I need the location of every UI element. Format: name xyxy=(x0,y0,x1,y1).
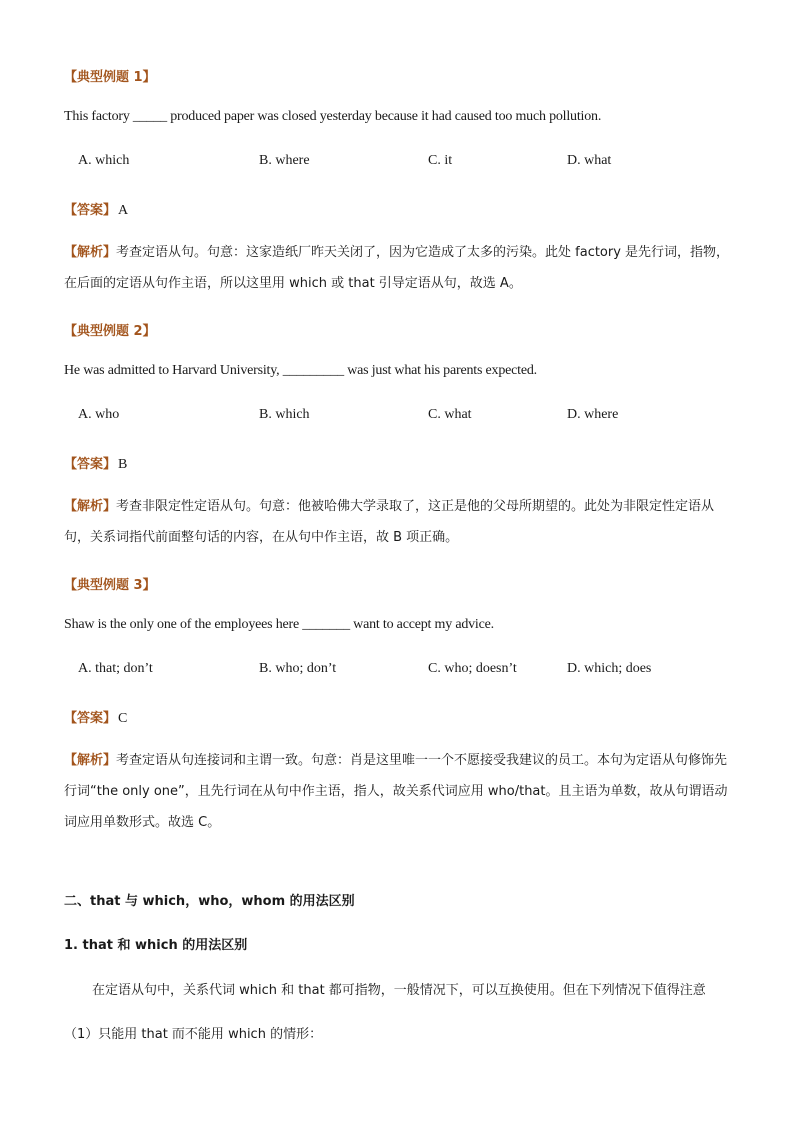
explanation-label: 【解析】 xyxy=(64,753,117,768)
example-2-explanation xyxy=(64,491,732,553)
answer-label: 【答案】 xyxy=(64,457,117,472)
explanation-label: 【解析】 xyxy=(64,245,117,260)
example-2-option-a: A. who xyxy=(78,407,120,422)
answer-label: 【答案】 xyxy=(64,203,117,218)
example-1-label: 【典型例题 1】 xyxy=(64,70,156,85)
example-1-option-b: B. where xyxy=(259,153,310,168)
answer-value: B xyxy=(118,457,128,472)
example-2-option-b: B. which xyxy=(259,407,310,422)
example-2-option-c: C. what xyxy=(428,407,472,422)
example-3-question: Shaw is the only one of the employees here _______ want to accept my advice. xyxy=(64,617,494,632)
example-1-question: This factory _____ produced paper was closed yesterday because it had caused too much pollution. xyxy=(64,109,602,124)
example-1-option-c: C. it xyxy=(428,153,453,168)
section-paragraph: 在定语从句中，关系代词 which 和 that 都可指物，一般情况下，可以互换使用。但在下列情况下值得注意 xyxy=(92,983,706,998)
explanation-text: 考查非限定性定语从句。句意：他被哈佛大学录取了，这正是他的父母所期望的。此处为非限定性定语从句，关系词指代前面整句话的内容，在从句中作主语，故 B 项正确。 xyxy=(64,499,715,545)
example-3-answer xyxy=(64,707,127,727)
section-heading: 二、that 与 which，who，whom 的用法区别 xyxy=(64,894,355,909)
example-3-option-b: B. who; don’t xyxy=(259,661,337,676)
section-subheading: 1. that 和 which 的用法区别 xyxy=(64,938,248,953)
example-1-option-a: A. which xyxy=(78,153,130,168)
example-3-explanation xyxy=(64,745,732,838)
example-1-explanation xyxy=(64,237,732,299)
answer-label: 【答案】 xyxy=(64,711,117,726)
example-1-answer xyxy=(64,199,128,219)
example-2-answer xyxy=(64,453,127,473)
example-3-option-c: C. who; doesn’t xyxy=(428,661,517,676)
example-3-label: 【典型例题 3】 xyxy=(64,578,156,593)
example-1-option-d: D. what xyxy=(567,153,612,168)
section-item-1: （1）只能用 that 而不能用 which 的情形： xyxy=(64,1027,323,1042)
answer-value: C xyxy=(118,711,128,726)
example-2-label: 【典型例题 2】 xyxy=(64,324,156,339)
example-2-option-d: D. where xyxy=(567,407,619,422)
example-2-question: He was admitted to Harvard University, _________ was just what his parents expected. xyxy=(64,363,537,378)
example-3-option-d: D. which; does xyxy=(567,661,652,676)
answer-value: A xyxy=(118,203,129,218)
explanation-text: 考查定语从句连接词和主谓一致。句意：肖是这里唯一一个不愿接受我建议的员工。本句为定语从句修饰先行词“the only one”，且先行词在从句中作主语，指人，故关系代词应用 who/that。且主语为单数，故从句谓语动词应用单数形式。故选 C。 xyxy=(64,753,728,830)
explanation-label: 【解析】 xyxy=(64,499,117,514)
explanation-text: 考查定语从句。句意：这家造纸厂昨天关闭了，因为它造成了太多的污染。此处 factory 是先行词，指物，在后面的定语从句作主语，所以这里用 which 或 that 引导定语从句，故选 A。 xyxy=(64,245,730,291)
example-3-option-a: A. that; don’t xyxy=(78,661,153,676)
